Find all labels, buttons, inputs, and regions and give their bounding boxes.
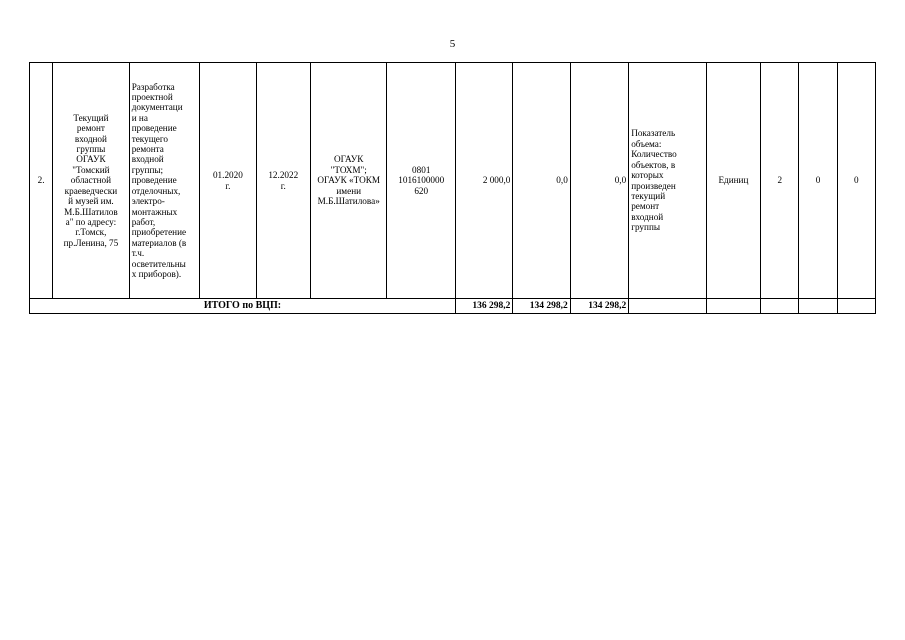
amount-year-1: 2 000,0 bbox=[455, 63, 512, 299]
executor: ОГАУК "ТОХМ"; ОГАУК «ТОКМ имени М.Б.Шатилова» bbox=[310, 63, 387, 299]
empty-cell bbox=[761, 299, 799, 314]
empty-cell bbox=[837, 299, 875, 314]
row-number: 2. bbox=[30, 63, 53, 299]
empty-cell bbox=[706, 299, 760, 314]
indicator-value-1: 2 bbox=[761, 63, 799, 299]
indicator-value-3: 0 bbox=[837, 63, 875, 299]
total-amount-1: 136 298,2 bbox=[455, 299, 512, 314]
start-date: 01.2020 г. bbox=[200, 63, 256, 299]
indicator-value-2: 0 bbox=[799, 63, 837, 299]
total-amount-2: 134 298,2 bbox=[513, 299, 570, 314]
amount-year-2: 0,0 bbox=[513, 63, 570, 299]
budget-code: 0801 1016100000 620 bbox=[387, 63, 455, 299]
total-row bbox=[30, 299, 876, 314]
unit: Единиц bbox=[706, 63, 760, 299]
activity-description: Разработка проектной документаци и на проведение текущего ремонта входной группы; проведение отделочных, электро- монтажных работ, приобретение материалов (в т.ч. осветительны х приборов). bbox=[129, 63, 200, 299]
total-amount-3: 134 298,2 bbox=[570, 299, 628, 314]
total-label: ИТОГО по ВЦП: bbox=[30, 299, 456, 314]
activity-name: Текущий ремонт входной группы ОГАУК "Томский областной краеведчески й музей им. М.Б.Шатилов а" по адресу: г.Томск, пр.Ленина, 75 bbox=[53, 63, 130, 299]
amount-year-3: 0,0 bbox=[570, 63, 628, 299]
empty-cell bbox=[799, 299, 837, 314]
end-date: 12.2022 г. bbox=[256, 63, 310, 299]
table-row bbox=[30, 63, 876, 299]
empty-cell bbox=[629, 299, 707, 314]
indicator: Показатель объема: Количество объектов, в которых произведен текущий ремонт входной группы bbox=[629, 63, 707, 299]
program-table bbox=[29, 62, 876, 314]
page-number: 5 bbox=[449, 38, 456, 50]
